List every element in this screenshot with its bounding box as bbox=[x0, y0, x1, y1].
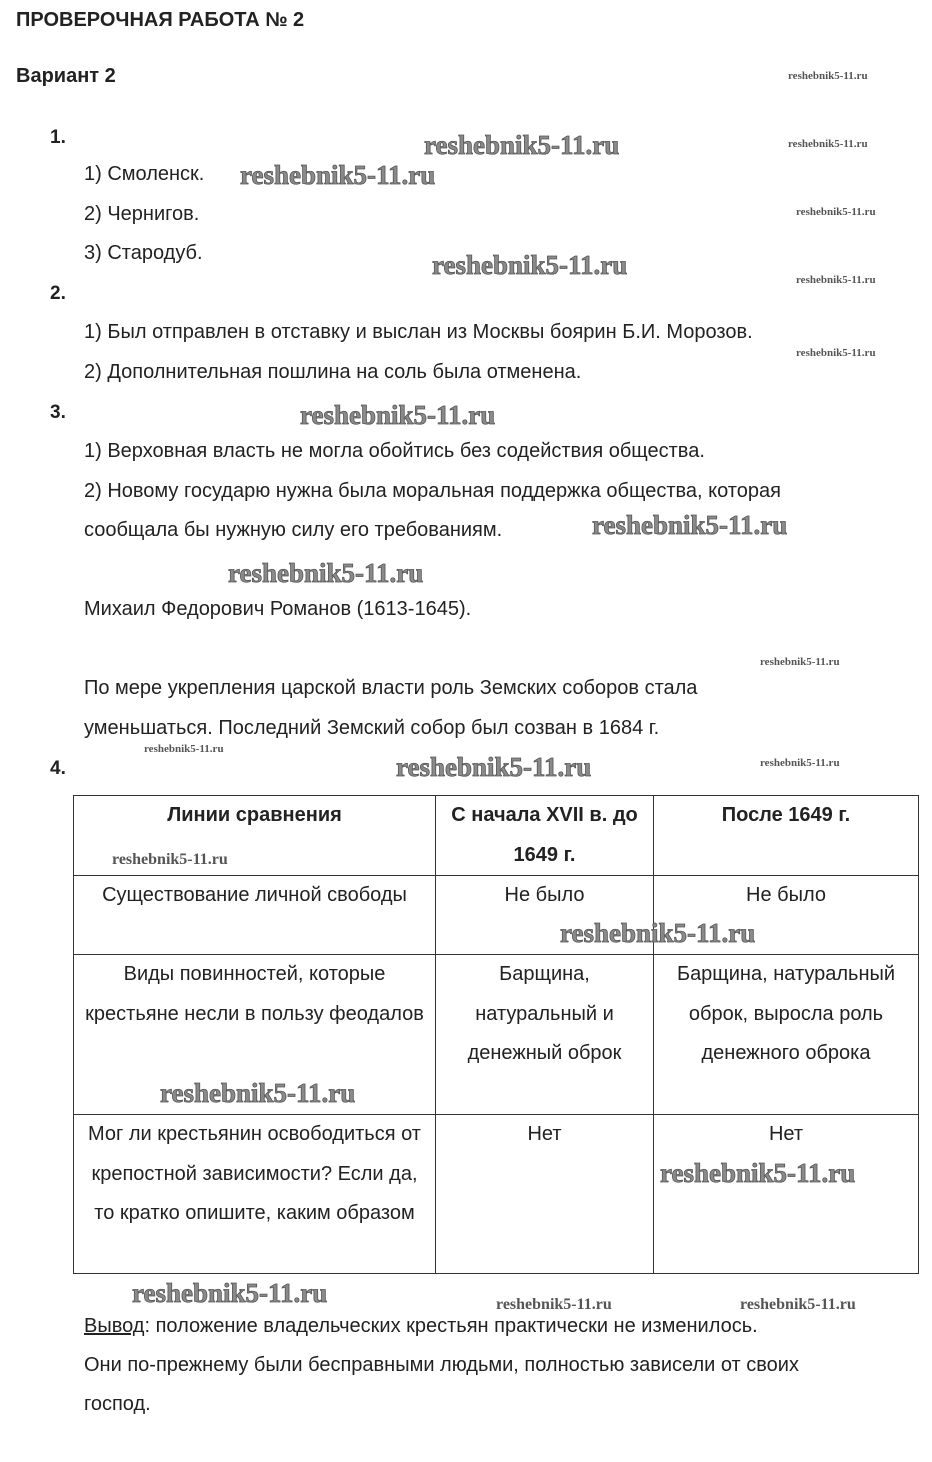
table-cell: Не было bbox=[654, 876, 919, 955]
table-row bbox=[74, 955, 919, 1115]
answer-line: 2) Чернигов. bbox=[84, 203, 200, 225]
watermark: reshebnik5-11.ru bbox=[424, 130, 620, 160]
watermark: reshebnik5-11.ru bbox=[760, 656, 840, 668]
watermark: reshebnik5-11.ru bbox=[796, 347, 876, 359]
variant-heading: Вариант 2 bbox=[16, 65, 116, 87]
column-header: После 1649 г. bbox=[654, 796, 919, 876]
answer-line: 1) Верховная власть не могла обойтись без содействия общества. bbox=[84, 440, 705, 462]
watermark: reshebnik5-11.ru bbox=[112, 851, 228, 868]
table-header-row bbox=[74, 796, 919, 876]
watermark: reshebnik5-11.ru bbox=[788, 138, 868, 150]
task-number-2: 2. bbox=[50, 283, 66, 304]
watermark: reshebnik5-11.ru bbox=[396, 752, 592, 782]
watermark: reshebnik5-11.ru bbox=[300, 400, 496, 430]
table-cell: Барщина, натуральный оброк, выросла роль денежного оброка bbox=[654, 955, 919, 1115]
table-cell: Существование личной свободы bbox=[74, 876, 436, 955]
answer-line: 2) Новому государю нужна была моральная поддержка общества, которая bbox=[84, 480, 781, 502]
table-cell: Нет bbox=[654, 1115, 919, 1274]
task-number-4: 4. bbox=[50, 758, 66, 779]
watermark: reshebnik5-11.ru bbox=[796, 206, 876, 218]
watermark: reshebnik5-11.ru bbox=[788, 70, 868, 82]
answer-line: По мере укрепления царской власти роль Земских соборов стала bbox=[84, 677, 698, 699]
page-title: ПРОВЕРОЧНАЯ РАБОТА № 2 bbox=[16, 9, 305, 31]
conclusion-line: господ. bbox=[84, 1393, 151, 1415]
conclusion-line: Они по-прежнему были бесправными людьми, полностью зависели от своих bbox=[84, 1354, 799, 1376]
watermark: reshebnik5-11.ru bbox=[228, 558, 424, 588]
answer-line: 1) Был отправлен в отставку и выслан из Москвы боярин Б.И. Морозов. bbox=[84, 321, 753, 343]
task-number-3: 3. bbox=[50, 402, 66, 423]
watermark: reshebnik5-11.ru bbox=[796, 274, 876, 286]
answer-line: уменьшаться. Последний Земский собор был созван в 1684 г. bbox=[84, 717, 660, 739]
table-cell: Мог ли крестьянин освободиться от крепостной зависимости? Если да, то кратко опишите, каким образом bbox=[74, 1115, 436, 1274]
conclusion-text: : положение владельческих крестьян практически не изменилось. bbox=[144, 1315, 758, 1337]
conclusion-line bbox=[84, 1315, 758, 1338]
conclusion-label: Вывод bbox=[84, 1315, 145, 1337]
task-number-1: 1. bbox=[50, 127, 66, 148]
watermark: reshebnik5-11.ru bbox=[240, 160, 436, 190]
watermark: reshebnik5-11.ru bbox=[160, 1078, 356, 1108]
watermark: reshebnik5-11.ru bbox=[560, 918, 756, 948]
answer-line: сообщала бы нужную силу его требованиям. bbox=[84, 519, 503, 541]
column-header: С начала XVII в. до 1649 г. bbox=[436, 796, 654, 876]
watermark: reshebnik5-11.ru bbox=[132, 1278, 328, 1308]
table-cell: Не было bbox=[436, 876, 654, 955]
comparison-table bbox=[73, 795, 919, 1274]
answer-line: 1) Смоленск. bbox=[84, 163, 205, 185]
watermark: reshebnik5-11.ru bbox=[496, 1296, 612, 1313]
watermark: reshebnik5-11.ru bbox=[592, 510, 788, 540]
watermark: reshebnik5-11.ru bbox=[144, 743, 224, 755]
watermark: reshebnik5-11.ru bbox=[740, 1296, 856, 1313]
watermark: reshebnik5-11.ru bbox=[760, 757, 840, 769]
answer-line: 3) Стародуб. bbox=[84, 242, 203, 264]
table-cell: Виды повинностей, которые крестьяне несли в пользу феодалов bbox=[74, 955, 436, 1115]
answer-line: 2) Дополнительная пошлина на соль была отменена. bbox=[84, 361, 582, 383]
table-cell: Барщина, натуральный и денежный оброк bbox=[436, 955, 654, 1115]
table-cell: Нет bbox=[436, 1115, 654, 1274]
watermark: reshebnik5-11.ru bbox=[660, 1158, 856, 1188]
answer-line: Михаил Федорович Романов (1613-1645). bbox=[84, 598, 472, 620]
column-header: Линии сравнения bbox=[74, 796, 436, 876]
table-row bbox=[74, 876, 919, 955]
table-row bbox=[74, 1115, 919, 1274]
watermark: reshebnik5-11.ru bbox=[432, 250, 628, 280]
